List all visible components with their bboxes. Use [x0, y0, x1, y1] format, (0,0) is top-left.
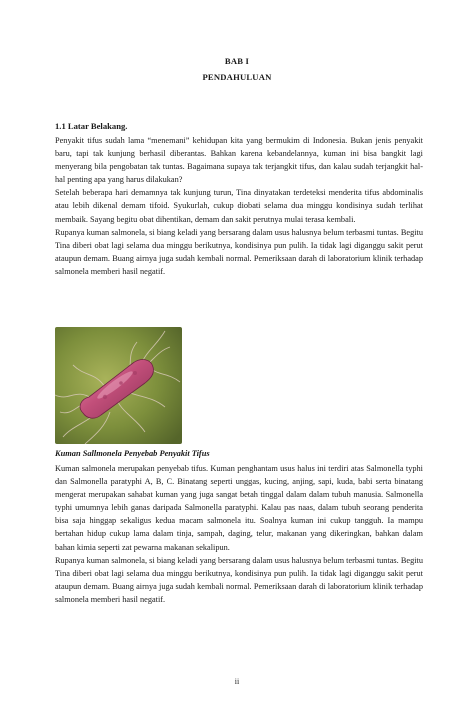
paragraph: Kuman salmonela merupakan penyebab tifus. Kuman penghantam usus halus ini terdiri atas Salmonella typhi dan Salmonella paratyphi A, B, C. Binatang seperti unggas, kucing, anjing, sapi, kuda, babi serta binatang mengerat merupakan sahabat kuman yang juga sangat betah tinggal dalam dalam tubuh manusia. Salmonella typhi umumnya lebih ganas daripada Salmonella paratyphi. Kalau pas naas, dalam tubuh seorang penderita bisa saja hinggap sekaligus kedua macam salmonela itu. Soalnya kuman ini cukup tangguh. Ia mampu bertahan hidup cukup lama dalam tinja, sampah, daging, telur, makanan yang dikeringkan, bahkan dalam bahan kimia seperti zat pewarna makanan sekalipun.	[55, 464, 423, 552]
paragraph: Rupanya kuman salmonela, si biang keladi yang bersarang dalam usus halusnya belum terbasmi tuntas. Begitu Tina diberi obat lagi selama dua minggu berikutnya, kondisinya pun pulih. Ia tidak lagi diganggu sakit perut ataupun demam. Buang airnya juga sudah kembali normal. Pemeriksaan darah di laboratorium klinik terhadap salmonela memberi hasil negatif.	[55, 227, 423, 276]
paragraph: Rupanya kuman salmonela, si biang keladi yang bersarang dalam usus halusnya belum terbasmi tuntas. Begitu Tina diberi obat lagi selama dua minggu berikutnya, kondisinya pun pulih. Ia tidak lagi diganggu sakit perut ataupun demam. Buang airnya juga sudah kembali normal. Pemeriksaan darah di laboratorium klinik terhadap salmonela memberi hasil negatif.	[55, 555, 423, 604]
paragraph: Setelah beberapa hari demamnya tak kunjung turun, Tina dinyatakan terdeteksi menderita tifus abdominalis atau lebih dikenal demam tifoid. Syukurlah, cukup diobati selama dua minggu kondisinya sudah terlihat membaik. Sayang begitu obat dihentikan, demam dan sakit perutnya mulai terasa kembali.	[55, 188, 423, 224]
salmonella-bacterium-illustration	[55, 327, 182, 444]
section-heading: 1.1 Latar Belakang.	[55, 121, 128, 131]
body-text-bottom	[55, 462, 423, 606]
chapter-title: PENDAHULUAN	[202, 72, 272, 82]
salmonella-figure	[55, 327, 182, 444]
body-text-top	[55, 134, 423, 278]
page-number: ii	[234, 677, 240, 686]
figure-caption: Kuman Sallmonela Penyebab Penyakit Tifus	[55, 449, 210, 458]
paragraph: Penyakit tifus sudah lama “menemani” kehidupan kita yang bermukim di Indonesia. Bukan jenis penyakit baru, tapi tak kunjung berhasil diberantas. Bahkan karena kebandelannya, kuman ini bisa bangkit lagi menyerang bila pengobatan tak tuntas. Bagaimana supaya tak terjangkit tifus, dan kalau sudah terjangkit hal-hal penting apa yang harus dilakukan?	[55, 136, 423, 185]
chapter-number: BAB I	[224, 56, 250, 66]
